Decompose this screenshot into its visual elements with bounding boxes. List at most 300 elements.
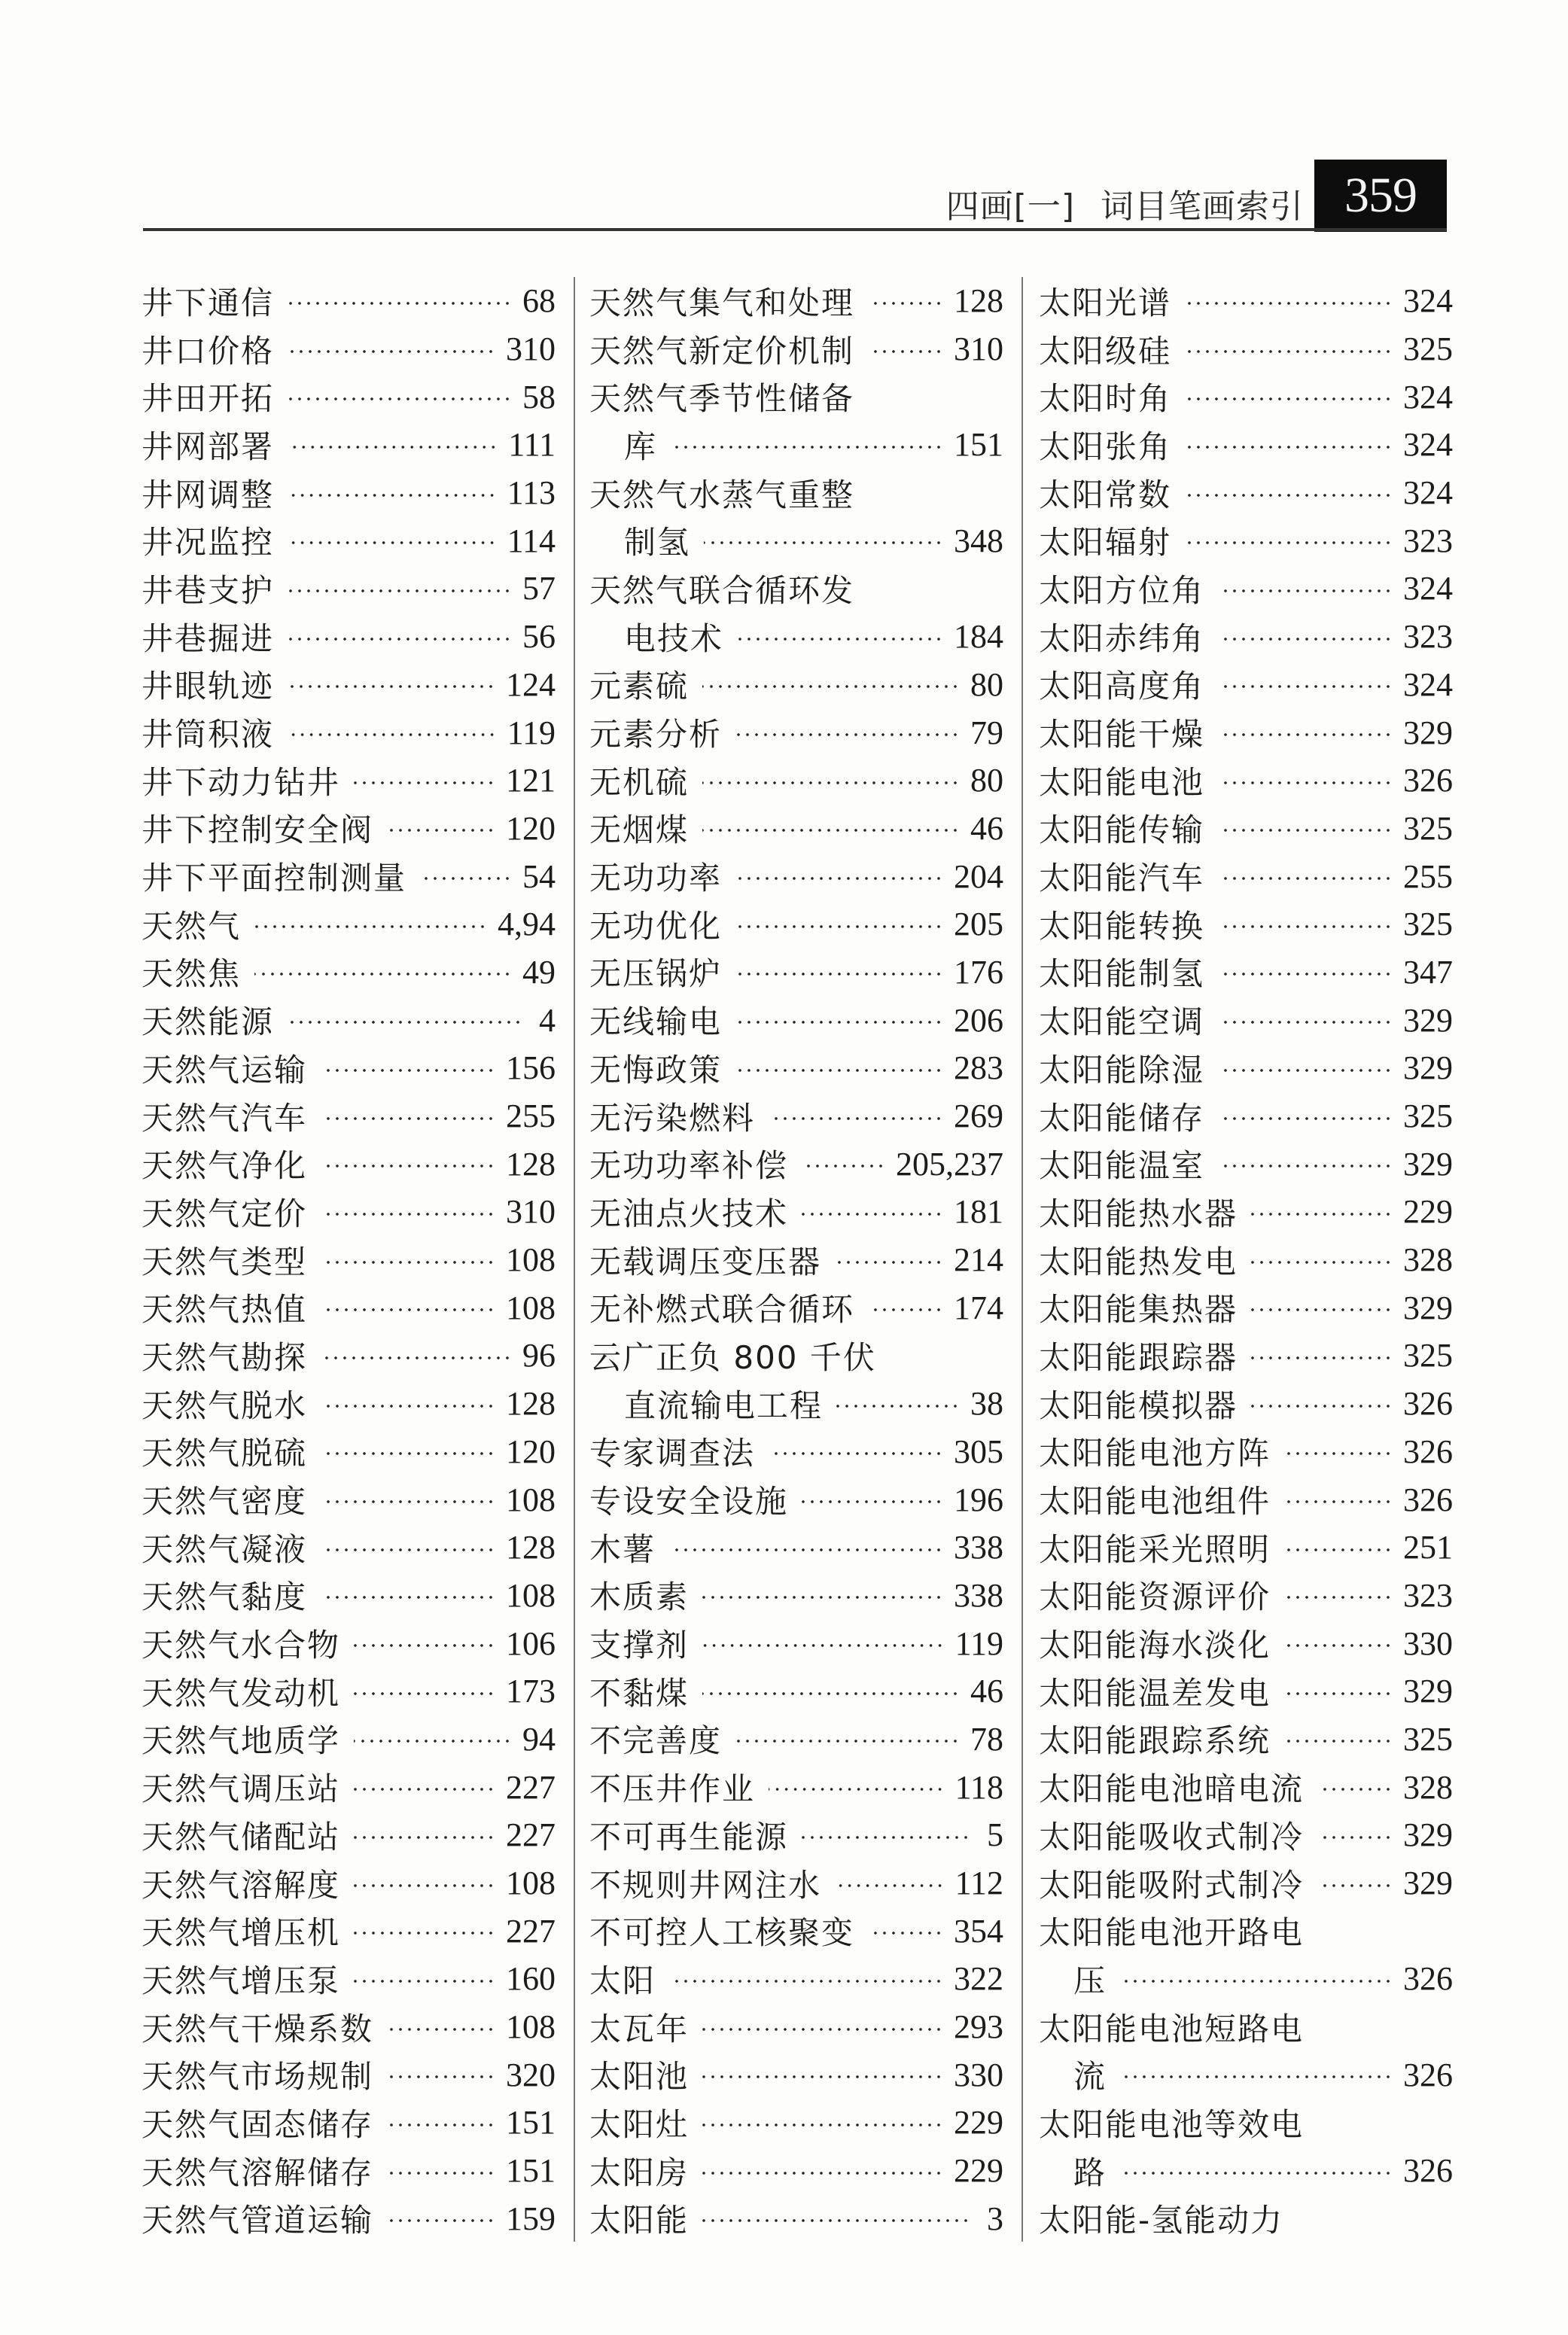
entry-page-number: 347 <box>1403 953 1453 991</box>
dot-leader <box>288 637 512 641</box>
entry-page-number: 310 <box>954 330 1003 368</box>
entry-term: 无悔政策 <box>589 1051 723 1088</box>
entry-page-number: 78 <box>970 1720 1003 1758</box>
entry-page-number: 329 <box>1403 1049 1453 1087</box>
entry-page-number: 227 <box>506 1816 556 1854</box>
entry-term: 井网调整 <box>142 476 275 513</box>
dot-leader <box>1218 1020 1393 1024</box>
entry-term: 木质素 <box>589 1578 690 1616</box>
entry-term: 井况监控 <box>142 524 275 562</box>
entry-page-number: 173 <box>506 1673 556 1710</box>
entry-term: 无烟煤 <box>589 811 690 849</box>
entry-term: 无机硫 <box>589 763 690 801</box>
dot-leader <box>1284 1499 1393 1504</box>
entry-page-number: 325 <box>1403 1097 1453 1135</box>
dot-leader <box>802 1499 943 1504</box>
index-entry <box>589 1283 1003 1332</box>
entry-page-number: 151 <box>506 2152 556 2190</box>
index-entry <box>1039 1332 1453 1380</box>
index-entry <box>1039 469 1453 517</box>
index-entry <box>589 2003 1003 2051</box>
dot-leader <box>387 2075 495 2079</box>
index-entry <box>589 1859 1003 1907</box>
dot-leader <box>735 972 943 976</box>
entry-term: 天然气定价 <box>142 1195 308 1232</box>
entry-term: 太阳能集热器 <box>1039 1291 1238 1329</box>
index-column-middle <box>589 277 1003 2242</box>
dot-leader <box>1251 1212 1393 1216</box>
entry-term: 太阳能汽车 <box>1039 860 1205 897</box>
index-entry <box>589 2099 1003 2147</box>
index-entry <box>142 661 556 709</box>
dot-leader <box>387 2171 495 2175</box>
dot-leader <box>254 924 487 929</box>
dot-leader <box>354 1883 495 1888</box>
index-entry <box>142 1763 556 1811</box>
entry-term: 太阳能制氢 <box>1039 955 1205 993</box>
dot-leader <box>702 2171 943 2175</box>
dot-leader <box>354 1835 495 1840</box>
dot-leader <box>769 1787 945 1792</box>
index-entry <box>142 2147 556 2195</box>
index-entry <box>142 1859 556 1907</box>
entry-term: 天然气热值 <box>142 1291 308 1329</box>
dot-leader <box>1284 1548 1393 1552</box>
dot-leader <box>1218 828 1393 833</box>
dot-leader <box>868 349 943 354</box>
entry-term: 太阳能温差发电 <box>1039 1674 1271 1712</box>
dot-leader <box>704 540 943 545</box>
entry-page-number: 326 <box>1403 1960 1453 1998</box>
index-entry <box>142 1044 556 1092</box>
dot-leader <box>354 1643 495 1648</box>
entry-page-number: 354 <box>954 1912 1003 1950</box>
dot-leader <box>802 1164 885 1168</box>
entry-page-number: 323 <box>1403 522 1453 559</box>
index-entry <box>142 565 556 613</box>
dot-leader <box>702 1643 945 1648</box>
entry-term: 太阳能 <box>589 2202 690 2239</box>
entry-page-number: 323 <box>1403 618 1453 656</box>
index-entry <box>1039 373 1453 421</box>
dot-leader <box>802 1835 970 1840</box>
entry-page-number: 310 <box>506 330 556 368</box>
entry-page-number: 322 <box>954 1960 1003 1998</box>
dot-leader <box>354 781 495 785</box>
index-entry <box>1039 1140 1453 1188</box>
index-entry <box>589 1332 1003 1380</box>
entry-page-number: 119 <box>955 1624 1003 1662</box>
entry-term: 不可控人工核聚变 <box>589 1914 855 1952</box>
entry-term: 木薯 <box>589 1530 656 1568</box>
entry-term: 太阳方位角 <box>1039 571 1205 609</box>
entry-page-number: 108 <box>506 1865 556 1902</box>
entry-page-number: 324 <box>1403 426 1453 464</box>
entry-term: 无功优化 <box>589 907 723 945</box>
dot-leader <box>1120 1979 1393 1983</box>
entry-term: 无载调压变压器 <box>589 1243 822 1280</box>
entry-term: 天然气溶解储存 <box>142 2154 374 2191</box>
dot-leader <box>321 1212 495 1216</box>
index-entry <box>142 996 556 1044</box>
dot-leader <box>321 1499 495 1504</box>
dot-leader <box>836 1404 960 1408</box>
entry-page-number: 205 <box>954 906 1003 943</box>
entry-term: 天然气市场规制 <box>142 2058 374 2096</box>
entry-page-number: 49 <box>522 953 556 991</box>
index-entry <box>142 373 556 421</box>
index-entry <box>1039 852 1453 900</box>
entry-page-number: 255 <box>1403 857 1453 895</box>
dot-leader <box>1284 1739 1393 1743</box>
entry-term: 井下通信 <box>142 284 275 321</box>
entry-page-number: 120 <box>506 1432 556 1470</box>
index-entry <box>1039 516 1453 565</box>
dot-leader <box>835 1260 943 1265</box>
dot-leader <box>735 924 943 929</box>
dot-leader <box>354 1787 495 1792</box>
dot-leader <box>321 1548 495 1552</box>
entry-page-number: 326 <box>1403 2152 1453 2190</box>
index-entry <box>142 613 556 661</box>
entry-term: 太阳能跟踪器 <box>1039 1338 1238 1376</box>
index-entry <box>142 1236 556 1284</box>
entry-term: 太阳光谱 <box>1039 284 1172 321</box>
index-entry <box>142 516 556 565</box>
entry-term: 天然气季节性储备 <box>589 380 855 418</box>
entry-term: 太阳常数 <box>1039 476 1172 513</box>
index-entry <box>1039 1619 1453 1667</box>
entry-page-number: 68 <box>522 282 556 320</box>
index-entry <box>589 1619 1003 1667</box>
entry-term: 不可再生能源 <box>589 1818 789 1856</box>
dot-leader <box>1284 1643 1393 1648</box>
entry-term: 支撑剂 <box>589 1627 690 1664</box>
dot-leader <box>735 1020 943 1024</box>
entry-term: 无压锅炉 <box>589 955 723 993</box>
entry-page-number: 229 <box>954 2104 1003 2142</box>
dot-leader <box>802 1212 943 1216</box>
dot-leader <box>1218 1164 1393 1168</box>
dot-leader <box>868 1931 943 1935</box>
index-entry <box>142 2050 556 2099</box>
entry-page-number: 118 <box>955 1768 1003 1806</box>
entry-page-number: 251 <box>1403 1529 1453 1566</box>
dot-leader <box>702 781 960 785</box>
index-entry <box>589 1044 1003 1092</box>
entry-term: 天然气类型 <box>142 1243 308 1280</box>
entry-term: 太阳能干燥 <box>1039 716 1205 753</box>
entry-term: 太阳灶 <box>589 2105 690 2143</box>
entry-page-number: 305 <box>954 1432 1003 1470</box>
index-entry <box>589 996 1003 1044</box>
index-entry <box>1039 1715 1453 1764</box>
section-label: 四画[一] <box>945 187 1075 226</box>
index-column-right <box>1039 277 1453 2242</box>
entry-term: 井筒积液 <box>142 716 275 753</box>
dot-leader <box>321 1356 512 1360</box>
page-number: 359 <box>1314 160 1447 232</box>
entry-page-number: 320 <box>506 2056 556 2093</box>
index-entry <box>589 1236 1003 1284</box>
index-entry <box>589 1092 1003 1140</box>
index-entry <box>1039 421 1453 469</box>
index-entry <box>589 1428 1003 1476</box>
entry-page-number: 329 <box>1403 1145 1453 1183</box>
entry-term: 太阳能电池短路电 <box>1039 2010 1305 2047</box>
entry-page-number: 4,94 <box>498 906 556 943</box>
dot-leader <box>1251 1356 1393 1360</box>
index-entry <box>589 852 1003 900</box>
entry-term: 天然气增压机 <box>142 1914 341 1952</box>
entry-page-number: 108 <box>506 1576 556 1614</box>
entry-page-number: 128 <box>954 282 1003 320</box>
dot-leader <box>1284 1595 1393 1600</box>
index-entry <box>1039 1283 1453 1332</box>
entry-term: 太阳赤纬角 <box>1039 620 1205 657</box>
index-entry <box>1039 1188 1453 1236</box>
entry-page-number: 119 <box>507 714 556 751</box>
entry-term: 太阳能海水淡化 <box>1039 1627 1271 1664</box>
entry-page-number: 325 <box>1403 1720 1453 1758</box>
dot-leader <box>702 684 960 689</box>
index-entry <box>1039 613 1453 661</box>
index-entry <box>142 1619 556 1667</box>
dot-leader <box>288 301 512 306</box>
dot-leader <box>1251 1260 1393 1265</box>
dot-leader <box>1218 637 1393 641</box>
index-entry <box>589 1475 1003 1524</box>
index-entry <box>589 1811 1003 1859</box>
entry-page-number: 184 <box>954 618 1003 656</box>
entry-term: 天然气勘探 <box>142 1338 308 1376</box>
index-entry <box>142 1188 556 1236</box>
running-header <box>143 160 1447 232</box>
index-entry <box>1039 900 1453 948</box>
entry-term: 云广正负 800 千伏 <box>589 1338 876 1376</box>
entry-page-number: 56 <box>522 618 556 656</box>
column-divider <box>574 277 575 2242</box>
index-entry <box>1039 805 1453 853</box>
index-entry <box>589 373 1003 421</box>
dot-leader <box>1218 781 1393 785</box>
dot-leader <box>321 1164 495 1168</box>
index-entry <box>589 1955 1003 2003</box>
entry-term: 太阳能空调 <box>1039 1003 1205 1041</box>
entry-page-number: 214 <box>954 1241 1003 1279</box>
dot-leader <box>321 1451 495 1456</box>
entry-term: 库 <box>624 428 658 465</box>
entry-page-number: 79 <box>970 714 1003 751</box>
dot-leader <box>288 540 497 545</box>
entry-page-number: 124 <box>506 665 556 703</box>
dot-leader <box>1185 397 1393 401</box>
index-entry <box>589 900 1003 948</box>
index-entry <box>142 2003 556 2051</box>
dot-leader <box>1185 445 1393 449</box>
dot-leader <box>1218 924 1393 929</box>
entry-term: 天然气脱水 <box>142 1387 308 1424</box>
entry-page-number: 108 <box>506 1289 556 1326</box>
entry-term: 太阳能电池暗电流 <box>1039 1770 1305 1808</box>
entry-term: 天然气水蒸气重整 <box>589 476 855 513</box>
dot-leader <box>420 876 512 881</box>
entry-page-number: 293 <box>954 2008 1003 2046</box>
dot-leader <box>735 732 960 737</box>
entry-page-number: 326 <box>1403 762 1453 799</box>
dot-leader <box>321 1068 495 1073</box>
dot-leader <box>868 1308 943 1312</box>
index-entry <box>1039 1428 1453 1476</box>
index-entry <box>1039 277 1453 325</box>
index-entry <box>1039 2147 1453 2195</box>
index-entry <box>1039 1667 1453 1715</box>
entry-term: 井巷掘进 <box>142 620 275 657</box>
entry-term: 太瓦年 <box>589 2010 690 2047</box>
dot-leader <box>1251 1404 1393 1408</box>
entry-page-number: 176 <box>954 953 1003 991</box>
dot-leader <box>1218 589 1393 593</box>
dot-leader <box>1120 2075 1393 2079</box>
dot-leader <box>1185 349 1393 354</box>
entry-page-number: 227 <box>506 1912 556 1950</box>
entry-term: 无线输电 <box>589 1003 723 1041</box>
index-entry <box>1039 565 1453 613</box>
dot-leader <box>354 1931 495 1935</box>
index-entry <box>1039 2050 1453 2099</box>
index-entry <box>589 565 1003 613</box>
entry-term: 太阳 <box>589 1962 656 1999</box>
index-entry <box>142 1811 556 1859</box>
index-entry <box>1039 1044 1453 1092</box>
entry-page-number: 255 <box>506 1097 556 1135</box>
index-entry <box>142 469 556 517</box>
index-entry <box>142 325 556 373</box>
dot-leader <box>321 1116 495 1121</box>
entry-term: 太阳能电池组件 <box>1039 1483 1271 1521</box>
header-title <box>946 179 1304 227</box>
index-entry <box>142 900 556 948</box>
index-entry <box>1039 1380 1453 1428</box>
index-entry <box>589 421 1003 469</box>
entry-term: 太阳池 <box>589 2058 690 2096</box>
entry-term: 天然气新定价机制 <box>589 332 855 370</box>
index-entry <box>142 421 556 469</box>
entry-page-number: 324 <box>1403 378 1453 416</box>
entry-term: 井田开拓 <box>142 380 275 418</box>
entry-term: 流 <box>1073 2058 1107 2096</box>
dot-leader <box>1218 684 1393 689</box>
dot-leader <box>354 1979 495 1983</box>
entry-term: 太阳能电池方阵 <box>1039 1435 1271 1472</box>
entry-page-number: 329 <box>1403 1865 1453 1902</box>
entry-page-number: 326 <box>1403 1385 1453 1423</box>
index-entry <box>589 1188 1003 1236</box>
entry-term: 井下平面控制测量 <box>142 860 407 897</box>
index-entry <box>1039 1236 1453 1284</box>
dot-leader <box>288 732 497 737</box>
entry-page-number: 121 <box>506 762 556 799</box>
entry-page-number: 329 <box>1403 1289 1453 1326</box>
entry-term: 太阳级硅 <box>1039 332 1172 370</box>
dot-leader <box>1218 876 1393 881</box>
entry-page-number: 205,237 <box>896 1145 1003 1183</box>
index-entry <box>142 1667 556 1715</box>
entry-term: 太阳能电池开路电 <box>1039 1914 1305 1952</box>
entry-page-number: 204 <box>954 857 1003 895</box>
index-entry <box>1039 1859 1453 1907</box>
dot-leader <box>1218 1068 1393 1073</box>
dot-leader <box>321 1308 495 1312</box>
index-entry <box>142 2195 556 2243</box>
entry-term: 天然能源 <box>142 1003 275 1041</box>
dot-leader <box>735 876 943 881</box>
entry-term: 井下动力钻井 <box>142 763 341 801</box>
index-entry <box>1039 948 1453 997</box>
entry-page-number: 94 <box>522 1720 556 1758</box>
dot-leader <box>769 1116 943 1121</box>
column-divider <box>1021 277 1023 2242</box>
entry-term: 太阳能热发电 <box>1039 1243 1238 1280</box>
entry-term: 天然气 <box>142 907 242 945</box>
entry-page-number: 329 <box>1403 714 1453 751</box>
entry-page-number: 328 <box>1403 1768 1453 1806</box>
entry-term: 电技术 <box>624 620 724 657</box>
entry-page-number: 326 <box>1403 1432 1453 1470</box>
entry-page-number: 181 <box>954 1193 1003 1231</box>
entry-term: 天然气溶解度 <box>142 1866 341 1904</box>
index-entry <box>142 1475 556 1524</box>
dot-leader <box>868 301 943 306</box>
entry-page-number: 325 <box>1403 330 1453 368</box>
entry-term: 太阳能电池 <box>1039 763 1205 801</box>
entry-page-number: 80 <box>970 665 1003 703</box>
entry-term: 太阳能除湿 <box>1039 1051 1205 1088</box>
dot-leader <box>254 972 512 976</box>
dot-leader <box>1284 1691 1393 1696</box>
entry-page-number: 114 <box>507 522 556 559</box>
entry-page-number: 128 <box>506 1529 556 1566</box>
entry-page-number: 159 <box>506 2200 556 2237</box>
entry-page-number: 326 <box>1403 2056 1453 2093</box>
entry-term: 太阳能转换 <box>1039 907 1205 945</box>
dot-leader <box>702 2027 943 2032</box>
index-entry <box>1039 757 1453 805</box>
dot-leader <box>288 397 512 401</box>
entry-page-number: 330 <box>1403 1624 1453 1662</box>
entry-term: 井眼轨迹 <box>142 668 275 705</box>
entry-term: 井下控制安全阀 <box>142 811 374 849</box>
entry-page-number: 58 <box>522 378 556 416</box>
entry-term: 天然气净化 <box>142 1147 308 1185</box>
dot-leader <box>702 2075 943 2079</box>
entry-page-number: 46 <box>970 809 1003 847</box>
dot-leader <box>1218 732 1393 737</box>
index-entry <box>142 1907 556 1955</box>
index-entry <box>142 1715 556 1764</box>
entry-page-number: 111 <box>508 426 556 464</box>
index-entry <box>589 325 1003 373</box>
entry-page-number: 57 <box>522 570 556 607</box>
index-entry <box>589 757 1003 805</box>
entry-page-number: 160 <box>506 1960 556 1998</box>
index-entry <box>142 1140 556 1188</box>
entry-page-number: 38 <box>970 1385 1003 1423</box>
index-entry <box>1039 1811 1453 1859</box>
entry-term: 不完善度 <box>589 1722 723 1760</box>
entry-term: 专家调查法 <box>589 1435 756 1472</box>
entry-page-number: 151 <box>506 2104 556 2142</box>
